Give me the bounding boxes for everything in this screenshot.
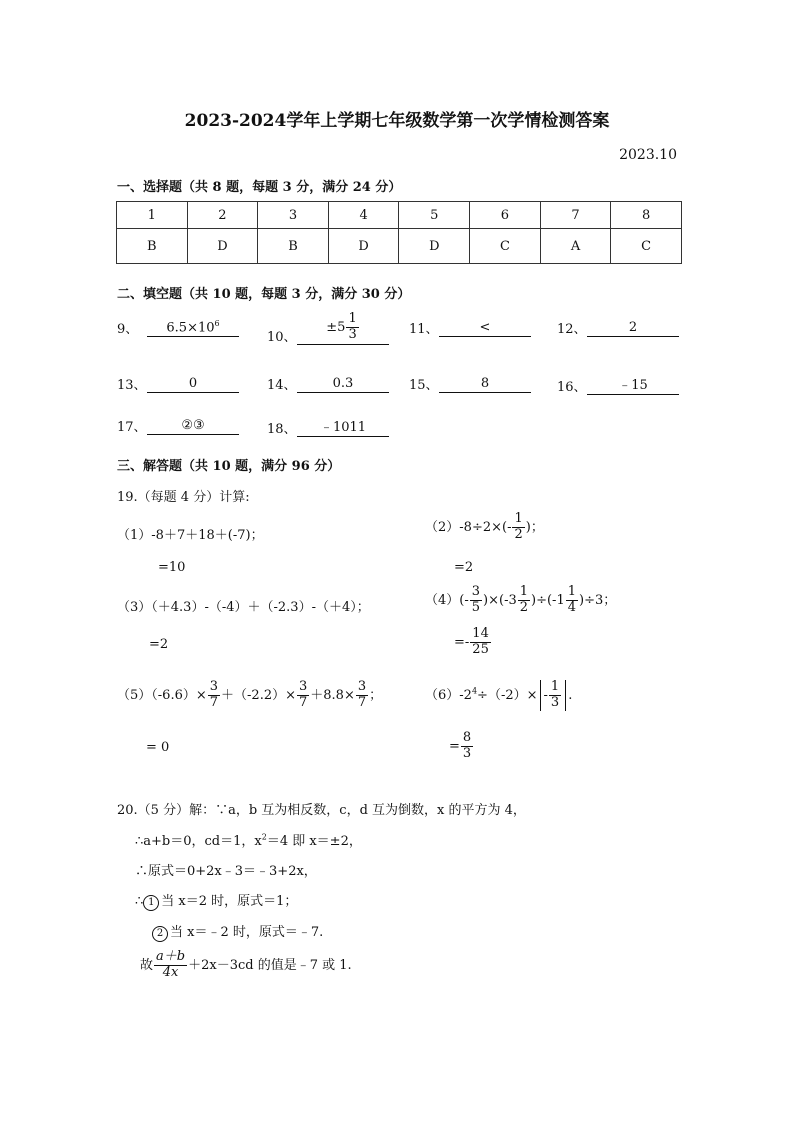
fraction: $\frac{a+b}{4x}$	[156, 949, 186, 980]
fraction: $\frac{3}{7}$	[209, 679, 219, 710]
q19-part3: （3）（＋4.3）-（-4）＋（-2.3）-（＋4）；	[117, 600, 370, 615]
circled-number: 1	[143, 895, 159, 911]
item-number: 18、	[267, 422, 297, 437]
q19-part1: （1）-8＋7＋18＋(-7)；	[117, 528, 264, 543]
answer-blank: $6.5\times 10^6$	[147, 319, 239, 337]
table-cell: B	[117, 229, 188, 264]
q19-part5-answer: = 0	[146, 740, 170, 755]
table-cell: C	[611, 229, 682, 264]
table-cell: 5	[399, 202, 470, 229]
table-cell: A	[540, 229, 611, 264]
table-cell: D	[399, 229, 470, 264]
table-cell: 6	[470, 202, 541, 229]
q20-line2: ∴a+b＝0，cd＝1，$x^2=4$ 即 x＝±2，	[135, 832, 362, 849]
q19-intro: 19.（每题 4 分）计算:	[117, 490, 250, 505]
fraction: $\frac{3}{7}$	[357, 679, 367, 710]
answer-blank: ②③	[147, 418, 239, 435]
fill-item-18	[267, 416, 389, 437]
answer-blank: 8	[439, 376, 531, 393]
page-title: 2023-2024学年上学期七年级数学第一次学情检测答案	[184, 111, 610, 131]
fill-item-10	[267, 312, 389, 345]
q19-part2: （2）-8÷2×(- $\frac{1}{2}$ )；	[425, 511, 544, 542]
answer-blank: ﹣1011	[297, 416, 389, 437]
section1-heading: 一、选择题（共 8 题，每题 3 分，满分 24 分）	[117, 180, 402, 195]
circled-number: 2	[152, 926, 168, 942]
q19-part6: $(6)-2^4\div(-2)\times$ - $\frac{1}{3}$ .	[425, 679, 573, 710]
table-row-answers	[117, 229, 682, 264]
fraction: $\frac{1}{3}$	[550, 679, 560, 710]
item-number: 17、	[117, 420, 147, 435]
answer-blank: 0	[147, 376, 239, 393]
answer-blank: 0.3	[297, 376, 389, 393]
fraction: $\frac{1}{2}$	[519, 584, 529, 615]
item-number: 14、	[267, 378, 297, 393]
item-number: 13、	[117, 378, 147, 393]
fill-item-9	[117, 318, 239, 337]
table-cell: D	[328, 229, 399, 264]
answer-blank: ±5 $\frac{1}{3}$	[297, 312, 389, 345]
fill-item-14	[267, 374, 389, 393]
exam-date: 2023.10	[619, 147, 677, 163]
table-cell: 2	[187, 202, 258, 229]
q20-line5: 2 当 x＝﹣2 时，原式＝﹣7.	[152, 921, 323, 942]
table-cell: 1	[117, 202, 188, 229]
fill-item-11	[409, 318, 531, 337]
q19-part6-answer: = $\frac{8}{3}$	[449, 730, 472, 761]
fraction: $\frac{8}{3}$	[462, 730, 472, 761]
fraction: $\frac{3}{7}$	[299, 679, 308, 710]
fill-item-12	[557, 318, 679, 337]
q19-part3-answer: =2	[149, 637, 169, 652]
item-number: 15、	[409, 378, 439, 393]
section3-heading: 三、解答题（共 10 题，满分 96 分）	[117, 459, 341, 474]
fraction: $\frac{14}{25}$	[472, 626, 489, 657]
absolute-value: - $\frac{1}{3}$	[540, 680, 567, 711]
q19-part4: （4）(- $\frac{3}{5}$ )×(-3 $\frac{1}{2}$ )÷(-1 $\frac{1}{4}$ )÷3；	[425, 584, 617, 615]
table-cell: D	[187, 229, 258, 264]
q19-part4-answer: =- $\frac{14}{25}$	[454, 626, 489, 657]
table-cell: 4	[328, 202, 399, 229]
fraction: $\frac{1}{2}$	[514, 511, 523, 542]
answer-blank: <	[439, 320, 531, 337]
q19-part2-answer: =2	[454, 560, 474, 575]
item-number: 16、	[557, 380, 587, 395]
q20-line4: ∴ 1 当 x＝2 时，原式＝1；	[135, 894, 298, 909]
fraction: $\frac{1}{3}$	[348, 311, 357, 342]
q19-part5: （5）（-6.6）× $\frac{3}{7}$ ＋（-2.2）× $\frac{3}{7}$ ＋8.8× $\frac{3}{7}$ ；	[117, 679, 383, 710]
table-cell: 7	[540, 202, 611, 229]
item-number: 11、	[409, 322, 439, 337]
fraction: $\frac{1}{4}$	[567, 584, 576, 615]
choice-answer-table	[116, 201, 682, 264]
item-number: 9、	[117, 322, 139, 337]
table-row-numbers	[117, 202, 682, 229]
table-cell: B	[258, 229, 329, 264]
item-number: 10、	[267, 329, 297, 345]
q20-line1: 20.（5 分）解：∵a，b 互为相反数，c，d 互为倒数，x 的平方为 4，	[117, 803, 526, 818]
q20-line6: 故 $\frac{a+b}{4x}$ ＋2x－3cd 的值是﹣7 或 1.	[140, 949, 352, 980]
q20-line3: ∴原式＝0+2x﹣3＝﹣3+2x，	[135, 864, 317, 879]
table-cell: C	[470, 229, 541, 264]
section2-heading: 二、填空题（共 10 题，每题 3 分，满分 30 分）	[117, 287, 411, 302]
fill-item-13	[117, 374, 239, 393]
table-cell: 8	[611, 202, 682, 229]
table-cell: 3	[258, 202, 329, 229]
fill-item-17	[117, 416, 239, 435]
item-number: 12、	[557, 322, 587, 337]
answer-blank: 2	[587, 320, 679, 337]
fill-item-16	[557, 374, 679, 395]
fill-item-15	[409, 374, 531, 393]
fraction: $\frac{3}{5}$	[471, 584, 481, 615]
answer-blank: ﹣15	[587, 374, 679, 395]
q19-part1-answer: =10	[158, 560, 186, 575]
